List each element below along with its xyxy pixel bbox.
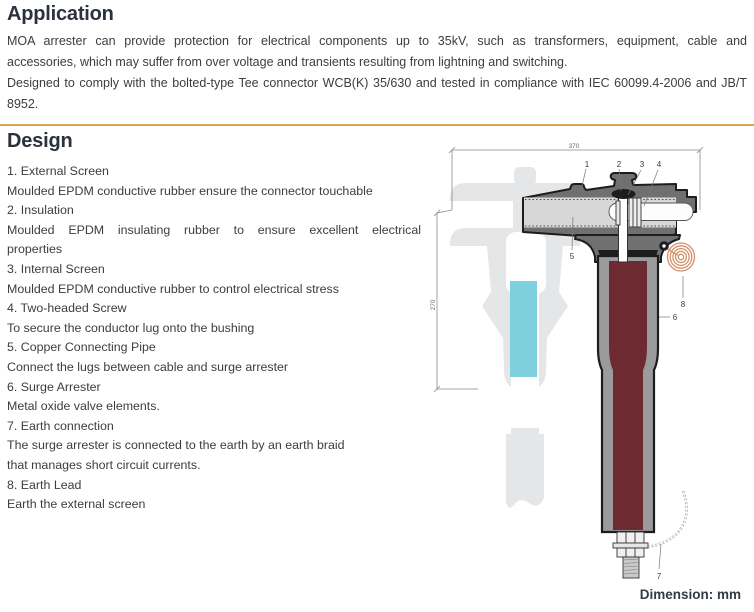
paragraph-line: 8952.: [7, 97, 39, 111]
ghost-top-bump: [514, 167, 536, 185]
terminal-nut-lower: [617, 548, 644, 557]
paragraph-line: Designed to comply with the bolted-type Tee connector WCB(K) 35/630 and tested in compliance with IEC 60099.4-2006 and JB/T: [7, 76, 747, 90]
dim-370-label: 370: [568, 143, 580, 150]
design-title: Design: [7, 130, 73, 152]
application-title: Application: [7, 3, 114, 25]
design-item: [7, 260, 421, 299]
design-item-desc: Moulded EPDM insulating rubber to ensure excellent electrical: [7, 222, 421, 237]
technical-diagram: [430, 140, 754, 612]
design-item-title: 5. Copper Connecting Pipe: [7, 340, 156, 355]
dim-270-label: 270: [430, 299, 437, 311]
stress-dome: [612, 189, 636, 199]
design-item: [7, 338, 421, 377]
terminal-washer: [613, 543, 648, 548]
design-item: [7, 378, 421, 417]
arrester-core: [609, 261, 647, 530]
design-item: [7, 299, 421, 338]
dimension-note: Dimension: mm: [639, 587, 741, 602]
part-label-1: 1: [584, 160, 590, 169]
design-item-title: 8. Earth Lead: [7, 477, 82, 492]
part-label-4: 4: [656, 160, 662, 169]
terminal-nut-upper: [617, 532, 644, 543]
part-label-8: 8: [680, 300, 686, 309]
ghost-cable-core: [510, 281, 537, 377]
design-item-desc: Moulded EPDM conductive rubber ensure the connector touchable: [7, 183, 373, 198]
application-paragraph-2: [7, 73, 747, 115]
part-label-5: 5: [569, 252, 575, 261]
application-paragraph-1: [7, 31, 747, 73]
design-item-title: 2. Insulation: [7, 203, 74, 218]
paragraph-line: MOA arrester can provide protection for electrical components up to 35kV, such as transformers, equipment, cable and: [7, 34, 747, 48]
design-item-desc: To secure the conductor lug onto the bushing: [7, 320, 255, 335]
application-section: [7, 31, 747, 115]
design-item-desc: Metal oxide valve elements.: [7, 399, 160, 414]
design-item: [7, 201, 421, 260]
design-item-desc: Earth the external screen: [7, 497, 146, 512]
bottom-terminal: [613, 532, 648, 578]
design-item-title: 7. Earth connection: [7, 418, 114, 433]
design-item-title: 4. Two-headed Screw: [7, 301, 127, 316]
design-item-title: 3. Internal Screen: [7, 261, 105, 276]
design-item-title: 1. External Screen: [7, 164, 109, 178]
part-label-2: 2: [616, 160, 622, 169]
coil-loops: [668, 243, 695, 271]
design-item: [7, 476, 421, 515]
part-label-3: 3: [639, 160, 645, 169]
tee-connector: [523, 173, 696, 532]
design-item-desc: Moulded EPDM conductive rubber to control electrical stress: [7, 281, 339, 296]
part-label-6: 6: [672, 313, 678, 322]
earth-lead-coil: [659, 241, 694, 271]
design-item-desc: properties: [7, 242, 63, 257]
design-item-desc: Connect the lugs between cable and surge arrester: [7, 359, 289, 374]
design-item: [7, 162, 421, 201]
design-section: [7, 162, 421, 515]
design-item: [7, 417, 421, 476]
section-divider: [0, 124, 754, 126]
paragraph-line: accessories, which may suffer from over voltage and transients resulting from lightning and switching.: [7, 55, 568, 69]
part-label-7: 7: [656, 572, 662, 581]
design-item-desc: that manages short circuit currents.: [7, 457, 201, 472]
design-item-desc: The surge arrester is connected to the earth by an earth braid: [7, 438, 345, 453]
design-item-title: 6. Surge Arrester: [7, 379, 101, 394]
coil-mount-hole: [662, 244, 665, 247]
arrester-diagram-svg: [430, 140, 754, 612]
